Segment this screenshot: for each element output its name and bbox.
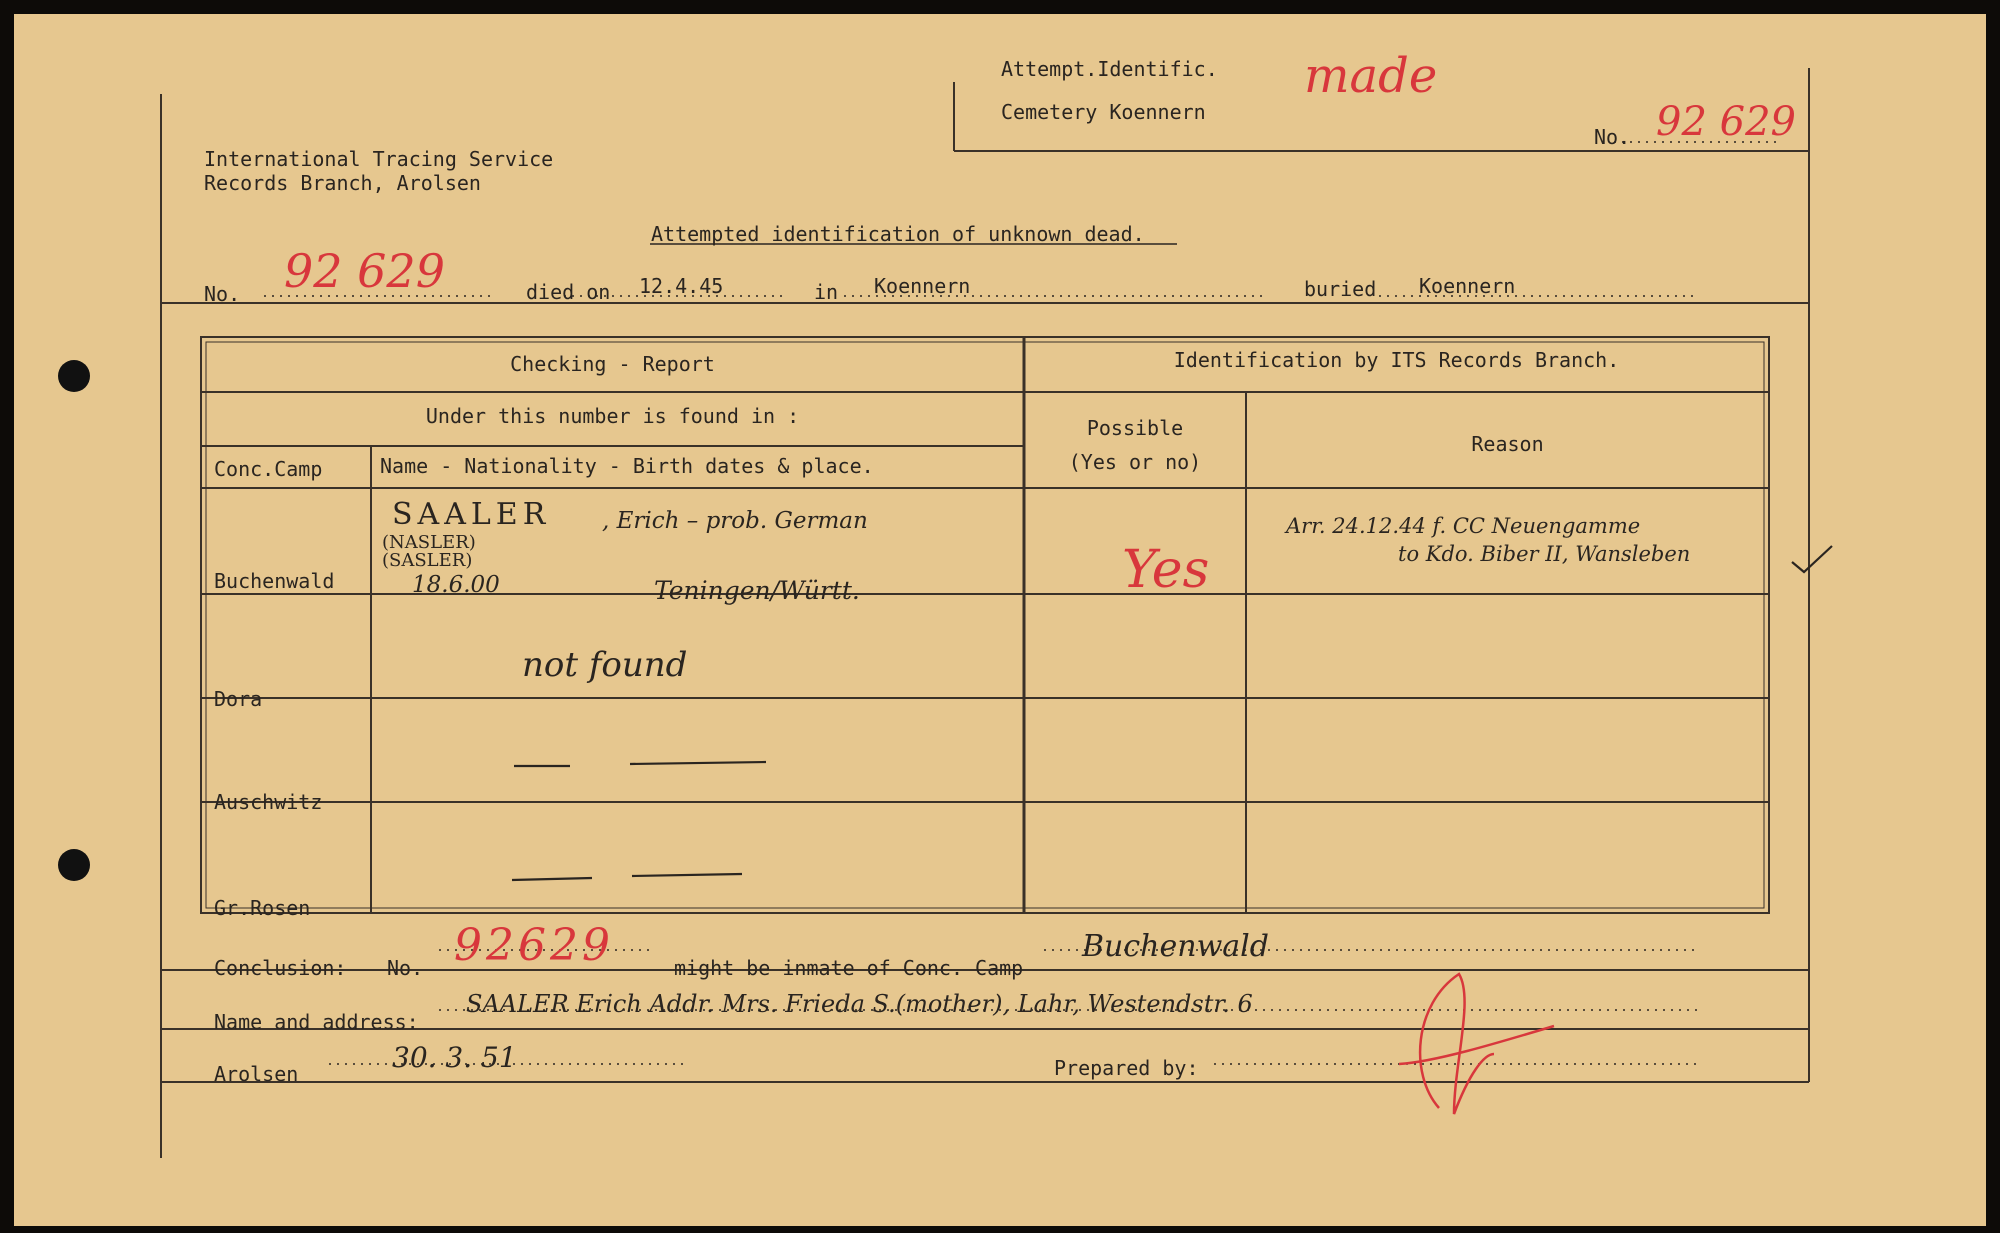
camp-label-dora: Dora — [214, 687, 263, 711]
inmate-given-name-nationality: , Erich – prob. German — [602, 508, 868, 534]
arolsen-date-value: 30. 3. 51 — [392, 1041, 517, 1074]
possible-answer: Yes — [1122, 540, 1210, 600]
died-on-value: 12.4.45 — [639, 274, 724, 298]
gross-rosen-entry — [534, 878, 615, 904]
org-line-1: International Tracing Service — [204, 147, 554, 171]
conclusion-no-label: No. — [387, 956, 424, 980]
camp-label-gross-rosen: Gr.Rosen — [214, 896, 311, 920]
inmate-birth-place: Teningen/Württ. — [654, 576, 860, 605]
death-place-value: Koennern — [874, 274, 971, 298]
conclusion-no-value: 92629 — [454, 920, 614, 971]
form-title: Attempted identification of unknown dead. — [651, 222, 1145, 246]
cemetery-label: Cemetery Koennern — [1001, 100, 1206, 124]
checking-report-heading: Checking - Report — [510, 352, 715, 376]
record-no-label: No. — [204, 282, 241, 306]
inmate-birth-date: 18.6.00 — [412, 572, 500, 598]
in-label: in — [814, 280, 839, 304]
possible-column-header: Possible — [1086, 416, 1184, 440]
conclusion-label: Conclusion: — [214, 956, 347, 980]
buried-label: buried — [1304, 277, 1377, 301]
name-address-value: SAALER Erich Addr. Mrs. Frieda S.(mother), Lahr, Westendstr. 6 — [466, 990, 1253, 1018]
header-no-label: No. — [1594, 125, 1631, 149]
name-address-label: Name and address: — [214, 1010, 419, 1034]
burial-place-value: Koennern — [1419, 274, 1516, 298]
record-no-value: 92 629 — [284, 244, 445, 298]
card-rules — [14, 14, 1986, 1226]
reason-line-1: Arr. 24.12.44 f. CC Neuengamme — [1286, 514, 1641, 538]
conc-camp-column-header: Conc.Camp — [214, 457, 323, 481]
inmate-surname: SAALER — [392, 497, 551, 532]
camp-label-buchenwald: Buchenwald — [214, 569, 335, 593]
under-number-label: Under this number is found in : — [425, 404, 800, 428]
auschwitz-entry — [534, 766, 615, 792]
inmate-alias-2: (SASLER) — [382, 550, 473, 571]
possible-column-subheader: (Yes or no) — [1068, 450, 1202, 474]
camp-label-auschwitz: Auschwitz — [214, 790, 323, 814]
attempt-identific-label: Attempt.Identific. — [1001, 57, 1218, 81]
conclusion-camp-value: Buchenwald — [1082, 929, 1269, 964]
reason-line-2: to Kdo. Biber II, Wansleben — [1398, 542, 1691, 566]
arolsen-label: Arolsen — [214, 1062, 299, 1086]
conclusion-text: might be inmate of Conc. Camp — [674, 956, 1024, 980]
reason-column-header: Reason — [1471, 432, 1544, 456]
org-line-2: Records Branch, Arolsen — [204, 171, 481, 195]
prepared-by-label: Prepared by: — [1054, 1056, 1199, 1080]
header-no-value: 92 629 — [1656, 99, 1796, 145]
tracing-card — [14, 14, 1986, 1226]
attempt-status-stamp: made — [1304, 48, 1438, 104]
dora-entry: not found — [522, 645, 688, 685]
inmate-alias-1: (NASLER) — [382, 532, 476, 553]
died-on-label: died on — [526, 280, 611, 304]
name-column-header: Name - Nationality - Birth dates & place. — [380, 454, 874, 478]
identification-heading: Identification by ITS Records Branch. — [1173, 348, 1620, 372]
